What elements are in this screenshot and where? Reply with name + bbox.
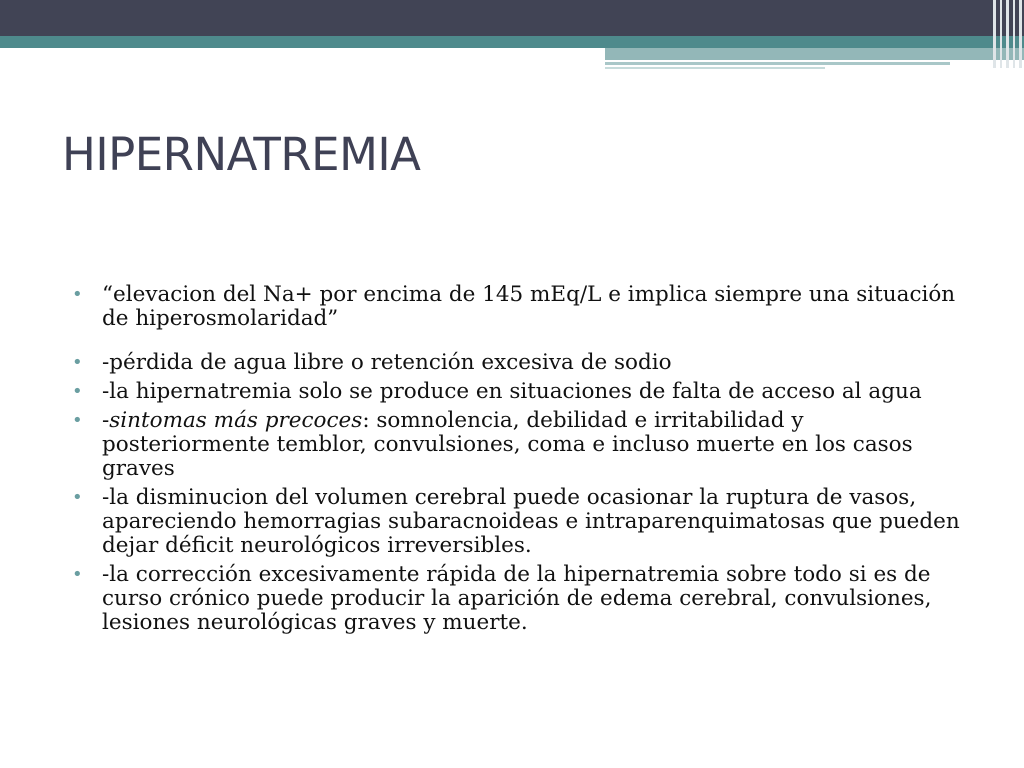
bullet-icon: • <box>72 410 83 431</box>
bullet-text: : somnolencia, debilidad e irritabilidad y posteriormente temblor, convulsiones, coma e incluso muerte en los casos graves <box>102 408 913 481</box>
bullet-text: -la disminucion del volumen cerebral puede ocasionar la ruptura de vasos, apareciendo hemorragias subaracnoideas e intraparenquimatosas que pueden dejar déficit neurológicos irreversibles. <box>102 485 960 558</box>
bullet-item <box>72 283 972 331</box>
bullet-item <box>72 351 972 375</box>
bullet-text: -pérdida de agua libre o retención excesiva de sodio <box>102 350 672 375</box>
bullet-icon: • <box>72 352 83 373</box>
bullet-item <box>72 380 972 404</box>
slide-title: HIPERNATREMIA <box>62 128 421 181</box>
header-vertical-stripe <box>993 0 996 68</box>
header-accent-line <box>605 62 950 65</box>
bullet-text: -la corrección excesivamente rápida de la hipernatremia sobre todo si es de curso crónico puede producir la aparición de edema cerebral, convulsiones, lesiones neurológicas graves y muerte. <box>102 562 932 635</box>
header-vertical-stripe <box>1013 0 1015 68</box>
header-vertical-stripe <box>1019 0 1022 68</box>
bullet-emphasis: sintomas más precoces <box>109 408 363 433</box>
bullet-item <box>72 563 972 635</box>
bullet-icon: • <box>72 564 83 585</box>
header-dark-band <box>0 0 1024 36</box>
header-vertical-stripe <box>1006 0 1009 68</box>
header-light-band <box>605 48 1024 60</box>
bullet-icon: • <box>72 487 83 508</box>
bullet-item <box>72 409 972 481</box>
bullet-prefix: - <box>102 408 110 433</box>
bullet-icon: • <box>72 381 83 402</box>
bullet-icon: • <box>72 284 83 305</box>
bullet-list <box>72 283 972 640</box>
header-teal-band <box>0 36 1024 48</box>
header-accent-line-thin <box>605 67 825 69</box>
header-vertical-stripe <box>1000 0 1002 68</box>
bullet-text: -la hipernatremia solo se produce en situaciones de falta de acceso al agua <box>102 379 922 404</box>
bullet-text: “elevacion del Na+ por encima de 145 mEq/L e implica siempre una situación de hiperosmolaridad” <box>102 282 956 331</box>
bullet-item <box>72 486 972 558</box>
